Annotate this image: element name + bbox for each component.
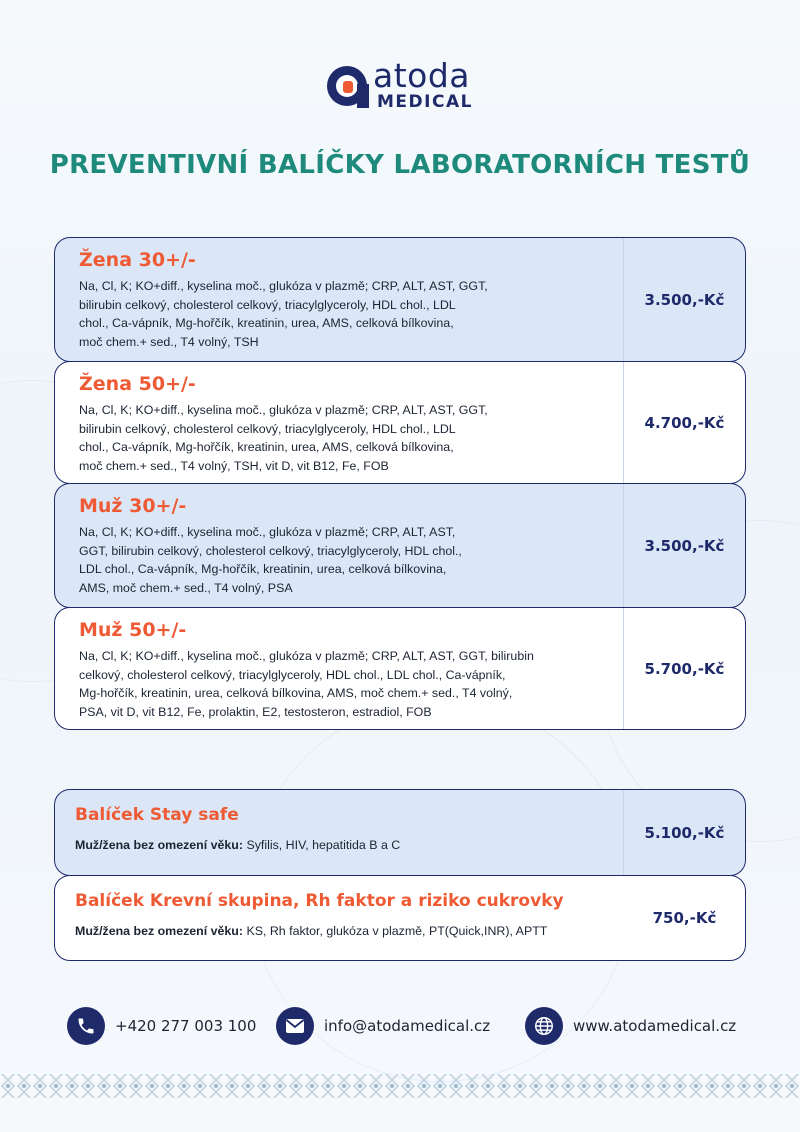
package-card — [54, 607, 746, 730]
package-description: Na, Cl, K; KO+diff., kyselina moč., glukóza v plazmě; CRP, ALT, AST, GGT, bilirubin celkový, cholesterol celkový, triacylglyceroly, HDL chol., LDL chol., Ca-vápník, Mg-hořčík, kreatinin, urea, celková bílkovina, AMS, moč chem.+ sed., T4 volný, PSA, vit D, vit B12, Fe, prolaktin, E2, testosteron, estradiol, FOB — [79, 649, 534, 719]
phone-icon — [67, 1007, 105, 1045]
extra-package-price: 5.100,-Kč — [623, 790, 745, 875]
package-name: Žena 50+/- — [79, 373, 196, 395]
package-description: Na, Cl, K; KO+diff., kyselina moč., glukóza v plazmě; CRP, ALT, AST, GGT, bilirubin celkový, cholesterol celkový, triacylglyceroly, HDL chol., LDL chol., Ca-vápník, Mg-hořčík, kreatinin, urea, AMS, celková bílkovina, moč chem.+ sed., T4 volný, TSH — [79, 279, 488, 349]
extra-package-card — [54, 875, 746, 961]
contact-email[interactable] — [276, 1006, 490, 1046]
contact-phone[interactable] — [67, 1006, 256, 1046]
contact-web[interactable] — [525, 1006, 736, 1046]
package-description: Na, Cl, K; KO+diff., kyselina moč., glukóza v plazmě; CRP, ALT, AST, GGT, bilirubin celkový, cholesterol celkový, triacylglyceroly, HDL chol., LDL chol., Ca-vápník, Mg-hořčík, kreatinin, urea, AMS, celková bílkovina, moč chem.+ sed., T4 volný, TSH, vit D, vit B12, Fe, FOB — [79, 403, 488, 473]
package-price: 5.700,-Kč — [623, 608, 745, 729]
website-url: www.atodamedical.cz — [573, 1017, 737, 1035]
extra-package-name: Balíček Stay safe — [75, 805, 239, 825]
extra-package-card — [54, 789, 746, 876]
brand-name: atoda — [373, 56, 471, 95]
extra-package-description: Muž/žena bez omezení věku: KS, Rh faktor, glukóza v plazmě, PT(Quick,INR), APTT — [75, 924, 548, 938]
brand-sub: MEDICAL — [377, 92, 473, 112]
atoda-logo-icon — [325, 64, 369, 108]
globe-icon — [525, 1007, 563, 1045]
email-address: info@atodamedical.cz — [324, 1017, 491, 1035]
package-card — [54, 483, 746, 608]
package-name: Muž 30+/- — [79, 495, 187, 517]
package-price: 3.500,-Kč — [623, 484, 745, 607]
package-card — [54, 361, 746, 484]
package-name: Muž 50+/- — [79, 619, 187, 641]
extra-package-price: 750,-Kč — [652, 909, 717, 927]
decorative-footer-pattern — [0, 1074, 800, 1098]
extra-package-description: Muž/žena bez omezení věku: Syfilis, HIV, hepatitida B a C — [75, 838, 401, 852]
brand-logo — [325, 56, 480, 112]
package-price: 3.500,-Kč — [623, 238, 745, 361]
package-name: Žena 30+/- — [79, 249, 196, 271]
mail-icon — [276, 1007, 314, 1045]
extra-package-name: Balíček Krevní skupina, Rh faktor a riziko cukrovky — [75, 891, 564, 911]
package-price: 4.700,-Kč — [623, 362, 745, 483]
package-description: Na, Cl, K; KO+diff., kyselina moč., glukóza v plazmě; CRP, ALT, AST, GGT, bilirubin celkový, cholesterol celkový, triacylglyceroly, HDL chol., LDL chol., Ca-vápník, Mg-hořčík, kreatinin, urea, celková bílkovina, AMS, moč chem.+ sed., T4 volný, PSA — [79, 525, 462, 595]
page-title: PREVENTIVNÍ BALÍČKY LABORATORNÍCH TESTŮ — [49, 150, 751, 180]
package-card — [54, 237, 746, 362]
phone-number: +420 277 003 100 — [115, 1017, 257, 1035]
